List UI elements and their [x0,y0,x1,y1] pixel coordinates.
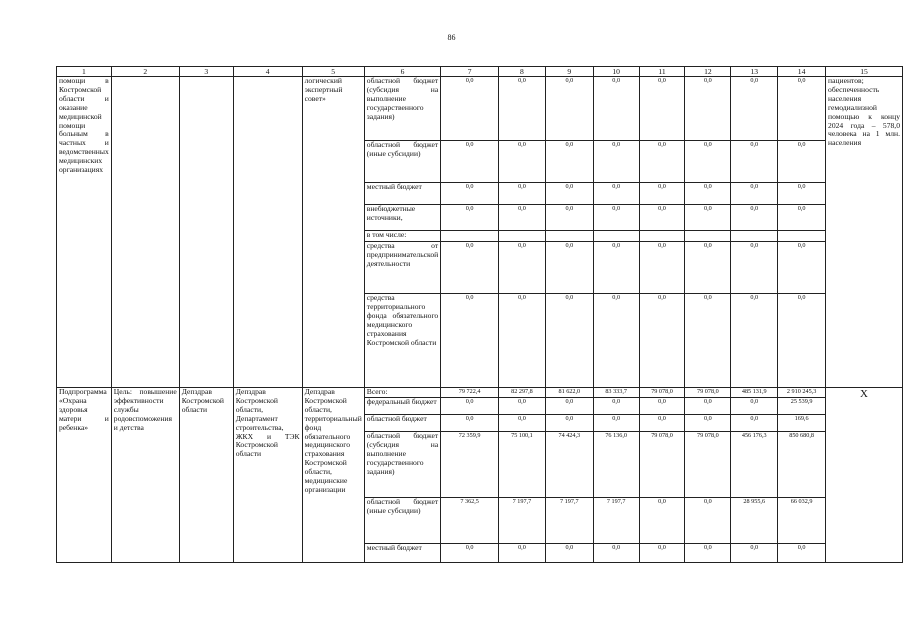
value-cell: 0,0 [658,205,666,212]
source-label: внебюджетные источники, [364,205,440,231]
source-label: областной бюджет (иные субсидии) [364,141,440,183]
value-cell: 0,0 [658,294,666,301]
value-cell: 0,0 [750,205,759,212]
value-cell: 0,0 [565,294,574,301]
value-cell: 0,0 [750,398,759,405]
value-cell: 2 910 245,3 [786,388,817,395]
responsible-cell [179,77,233,388]
value-cell: 66 032,9 [790,498,813,505]
value-cell: 0,0 [704,398,712,405]
value-cell: 7 362,5 [460,498,479,505]
value-cell: 28 955,6 [743,498,766,505]
column-header: 11 [639,67,685,77]
value-cell: 0,0 [465,242,474,249]
value-cell: 0,0 [797,544,806,551]
value-cell: 0,0 [704,205,712,212]
value-cell: 75 100,1 [511,432,533,439]
value-cell: 7 197,7 [560,498,579,505]
value-cell: 0,0 [797,183,806,190]
value-cell: 0,0 [797,294,806,301]
value-cell: 0,0 [612,398,621,405]
value-cell: 0,0 [750,77,759,84]
source-label: средства территориального фонда обязательного медицинского страхования Костромской области [364,294,440,388]
source-label: в том числе: [364,231,440,242]
source-label: средства от предпринимательской деятельности [364,242,440,294]
value-cell: 0,0 [612,294,621,301]
value-cell: 850 680,8 [789,432,814,439]
participants-cell: логический экспертный совет» [302,77,364,388]
value-cell: 76 136,0 [605,432,627,439]
value-cell: 0,0 [704,141,712,148]
value-cell: 0,0 [565,415,574,422]
goal-cell: Цель: повышение эффективности службы родовспоможения и детства [111,388,179,563]
value-cell: 0,0 [750,544,759,551]
value-cell: 0,0 [704,294,712,301]
value-cell: 79 078,0 [651,388,673,395]
value-cell: 0,0 [704,77,712,84]
value-cell: 74 424,3 [558,432,581,439]
value-cell: 79 078,0 [651,432,673,439]
value-cell: 79 078,0 [697,388,719,395]
program-name-cell: помощи в Костромской области и оказание медицинской помощи больным в частных и ведомственных медицинских организациях [57,77,112,388]
value-cell: 0,0 [704,415,712,422]
header-row [57,67,903,77]
source-label: местный бюджет [364,544,440,563]
value-cell: 0,0 [658,242,666,249]
column-header: 15 [826,67,903,77]
value-cell: 485 131,9 [741,388,767,395]
program-name-cell: Подпрограмма «Охрана здоровья матери и ребенка» [57,388,112,563]
value-cell: 0,0 [465,398,474,405]
source-label: областной бюджет (субсидия на выполнение государственного задания) [364,432,440,498]
column-header: 7 [441,67,499,77]
page-number: 86 [447,33,456,42]
value-cell: 0,0 [612,77,621,84]
source-label: областной бюджет (иные субсидии) [364,498,440,544]
budget-table [56,66,903,563]
goal-cell [111,77,179,388]
value-cell: 0,0 [658,141,666,148]
value-cell: 0,0 [750,141,759,148]
value-cell: 0,0 [797,77,806,84]
value-cell: 0,0 [465,415,474,422]
value-cell: 0,0 [565,205,574,212]
column-header: 5 [302,67,364,77]
source-label: федеральный бюджет [364,398,440,415]
value-cell: 0,0 [704,498,712,505]
coexecutors-cell [233,77,302,388]
value-cell: 0,0 [565,141,574,148]
value-cell: 0,0 [797,205,806,212]
value-cell: 0,0 [750,415,759,422]
value-cell: 169,6 [794,415,809,422]
column-header: 4 [233,67,302,77]
column-header: 10 [593,67,639,77]
value-cell: 0,0 [612,205,621,212]
column-header: 13 [731,67,778,77]
value-cell: 72 359,9 [458,432,481,439]
column-header: 12 [685,67,731,77]
value-cell: 0,0 [565,77,574,84]
value-cell: 0,0 [518,294,526,301]
value-cell: 0,0 [750,183,759,190]
value-cell: 0,0 [797,242,806,249]
value-cell: 82 297,8 [511,388,533,395]
value-cell: 0,0 [797,141,806,148]
participants-cell: Депздрав Костромской области, территориальный фонд обязательного медицинского страхования Костромской области, медицинские организации [302,388,364,563]
value-cell: 0,0 [518,398,526,405]
value-cell: 79 722,4 [458,388,481,395]
value-cell: 0,0 [518,77,526,84]
value-cell: 0,0 [612,242,621,249]
value-cell: 79 078,0 [697,432,719,439]
value-cell: 0,0 [658,398,666,405]
value-cell: 0,0 [465,141,474,148]
value-cell: 0,0 [465,544,474,551]
column-header: 6 [364,67,440,77]
value-cell: 0,0 [465,77,474,84]
value-cell: 456 176,3 [741,432,767,439]
column-header: 1 [57,67,112,77]
source-label: Всего: [364,388,440,398]
column-header: 9 [545,67,593,77]
table-row [57,77,903,141]
value-cell: 0,0 [612,415,621,422]
value-cell: 0,0 [658,77,666,84]
value-cell: 0,0 [658,183,666,190]
column-header: 3 [179,67,233,77]
value-cell: 0,0 [704,183,712,190]
value-cell: 0,0 [750,242,759,249]
column-header: 8 [499,67,546,77]
value-cell: 7 197,7 [606,498,626,505]
value-cell: 0,0 [565,398,574,405]
value-cell: 0,0 [565,544,574,551]
value-cell: 0,0 [612,183,621,190]
source-label: местный бюджет [364,183,440,205]
value-cell: 0,0 [465,183,474,190]
value-cell: 0,0 [612,141,621,148]
value-cell: 0,0 [658,415,666,422]
column-header: 2 [111,67,179,77]
value-cell: 0,0 [518,544,526,551]
value-cell: 7 197,7 [512,498,532,505]
value-cell: 0,0 [704,544,712,551]
value-cell: 25 539,9 [790,398,813,405]
value-cell: 0,0 [612,544,621,551]
source-label: областной бюджет [364,415,440,432]
value-cell: 0,0 [658,544,666,551]
value-cell: 81 622,0 [558,388,581,395]
value-cell: 0,0 [518,205,526,212]
value-cell: 0,0 [565,242,574,249]
indicator-cell: Х [826,388,903,563]
indicator-cell: пациентов; обеспеченность населения гемодиализной помощью к концу 2024 года – 578,0 человека на 1 млн. населения [826,77,903,388]
coexecutors-cell: Депздрав Костромской области, Департамент строительства, ЖКХ и ТЭК Костромской области [233,388,302,563]
value-cell: 0,0 [750,294,759,301]
table-body [57,67,903,563]
value-cell: 0,0 [704,242,712,249]
value-cell: 0,0 [565,183,574,190]
value-cell: 83 333,7 [605,388,627,395]
value-cell: 0,0 [518,242,526,249]
value-cell: 0,0 [465,205,474,212]
value-cell: 0,0 [658,498,666,505]
column-header: 14 [778,67,826,77]
value-cell: 0,0 [518,183,526,190]
table-row [57,388,903,398]
value-cell: 0,0 [518,415,526,422]
responsible-cell: Депздрав Костромской области [179,388,233,563]
value-cell: 0,0 [465,294,474,301]
value-cell: 0,0 [518,141,526,148]
source-label: областной бюджет (субсидия на выполнение государственного задания) [364,77,440,141]
